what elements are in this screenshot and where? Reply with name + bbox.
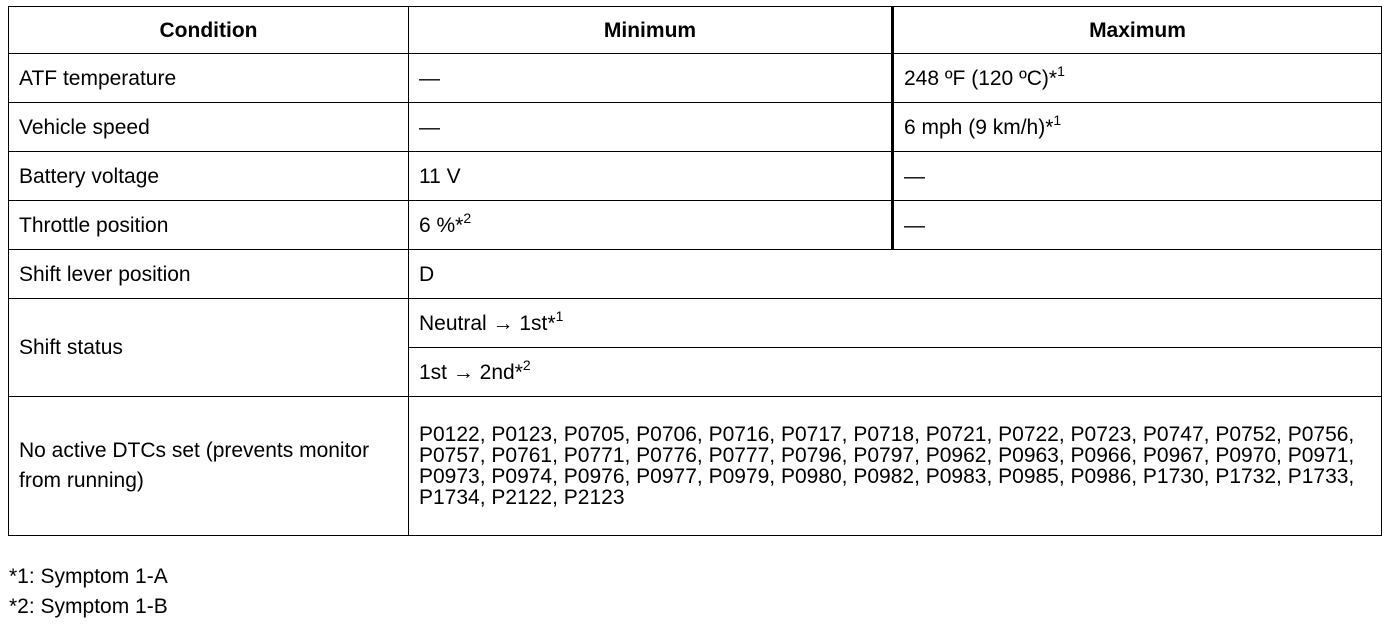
footnotes bbox=[9, 562, 168, 622]
footnote-ref: 1 bbox=[1057, 62, 1065, 79]
cell-minimum: — bbox=[409, 54, 893, 103]
cell-minimum: 11 V bbox=[409, 152, 893, 201]
cell-maximum bbox=[893, 103, 1382, 152]
cell-minimum bbox=[409, 201, 893, 250]
header-minimum: Minimum bbox=[409, 7, 893, 54]
cell-minimum: — bbox=[409, 103, 893, 152]
cell-condition: ATF temperature bbox=[9, 54, 409, 103]
cell-maximum bbox=[893, 54, 1382, 103]
table-row bbox=[9, 397, 1382, 536]
table-row bbox=[9, 152, 1382, 201]
cell-condition: Throttle position bbox=[9, 201, 409, 250]
table-row bbox=[9, 103, 1382, 152]
header-condition: Condition bbox=[9, 7, 409, 54]
footnote-ref: 2 bbox=[463, 209, 472, 226]
footnote: *2: Symptom 1-B bbox=[9, 595, 168, 618]
shift-status-text: Neutral → 1st* bbox=[419, 311, 556, 335]
cell-maximum-text: 6 mph (9 km/h)* bbox=[904, 115, 1054, 139]
cell-maximum-text: 248 ºF (120 ºC)* bbox=[904, 66, 1058, 90]
header-maximum: Maximum bbox=[893, 7, 1382, 54]
table-row bbox=[9, 250, 1382, 299]
cell-condition: Battery voltage bbox=[9, 152, 409, 201]
shift-status-text: 1st → 2nd* bbox=[419, 360, 523, 384]
table-row bbox=[9, 54, 1382, 103]
footnote-ref: 1 bbox=[1053, 111, 1062, 128]
cell-value bbox=[409, 299, 1382, 348]
footnote: *1: Symptom 1-A bbox=[9, 565, 168, 588]
dtc-list: P0122, P0123, P0705, P0706, P0716, P0717, P0718, P0721, P0722, P0723, P0747, P0752, P0756, P0757, P0761, P0771, P0776, P0777, P0796, P0797, P0962, P0963, P0966, P0967, P0970, P0971, P0973, P0974, P0976, P0977, P0979, P0980, P0982, P0983, P0985, P0986, P1730, P1732, P1733, P1734, P2122, P2123 bbox=[409, 397, 1382, 536]
cell-value bbox=[409, 348, 1382, 397]
cell-condition: No active DTCs set (prevents monitor from running) bbox=[9, 397, 409, 536]
conditions-table bbox=[8, 6, 1382, 536]
table-header-row bbox=[9, 7, 1382, 54]
table-row bbox=[9, 299, 1382, 348]
cell-maximum: — bbox=[893, 201, 1382, 250]
footnote-ref: 2 bbox=[522, 356, 531, 373]
cell-value: D bbox=[409, 250, 1382, 299]
cell-condition: Shift status bbox=[9, 299, 409, 397]
cell-condition: Vehicle speed bbox=[9, 103, 409, 152]
cell-minimum-text: 6 %* bbox=[419, 213, 464, 237]
cell-condition: Shift lever position bbox=[9, 250, 409, 299]
table-row bbox=[9, 201, 1382, 250]
footnote-ref: 1 bbox=[555, 307, 564, 324]
cell-maximum: — bbox=[893, 152, 1382, 201]
